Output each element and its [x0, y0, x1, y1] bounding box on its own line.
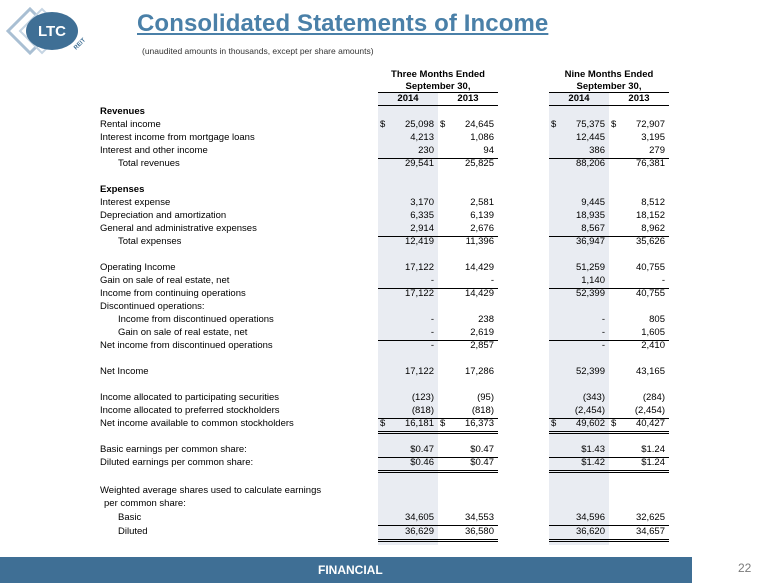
- currency-symbol: $: [380, 418, 386, 429]
- value-text: (2,454): [634, 405, 665, 416]
- table-row: [0, 314, 780, 327]
- value-cell: [609, 457, 669, 473]
- table-row: [0, 119, 780, 132]
- currency-symbol: $: [611, 119, 617, 130]
- table-row: [0, 288, 780, 301]
- value-cell: [438, 512, 498, 526]
- header-three-months: Three Months Ended: [391, 69, 485, 80]
- value-text: 2,581: [470, 197, 494, 208]
- value-cell: [378, 366, 438, 379]
- value-cell: [378, 418, 438, 434]
- value-cell: [438, 223, 498, 237]
- value-text: 34,605: [404, 512, 434, 523]
- value-text: 94: [483, 145, 494, 156]
- value-cell: [378, 132, 438, 145]
- value-cell: [549, 288, 609, 301]
- value-text: 34,596: [575, 512, 605, 523]
- value-text: 36,580: [464, 526, 494, 537]
- value-text: 17,122: [404, 262, 434, 273]
- value-text: 6,139: [470, 210, 494, 221]
- value-cell: [378, 340, 438, 353]
- row-label: Income allocated to participating securities: [100, 392, 280, 403]
- table-row: [0, 366, 780, 379]
- value-text: 32,625: [635, 512, 665, 523]
- value-cell: [438, 236, 498, 249]
- value-text: 51,259: [575, 262, 605, 273]
- value-cell: [438, 262, 498, 275]
- currency-symbol: $: [440, 418, 446, 429]
- table-row: [0, 498, 780, 511]
- value-text: 49,602: [575, 418, 605, 429]
- value-cell: [378, 158, 438, 171]
- value-text: 386: [589, 145, 605, 156]
- value-cell: [609, 132, 669, 145]
- value-cell: [549, 340, 609, 353]
- value-text: 1,140: [581, 275, 605, 286]
- value-cell: [549, 327, 609, 341]
- table-row: [0, 132, 780, 145]
- value-cell: [378, 197, 438, 210]
- value-cell: [378, 405, 438, 419]
- value-text: $0.47: [410, 444, 434, 455]
- row-label: Weighted average shares used to calculate earnings: [100, 485, 322, 496]
- value-text: 9,445: [581, 197, 605, 208]
- value-cell: [609, 275, 669, 289]
- value-text: 25,098: [404, 119, 434, 130]
- currency-symbol: $: [611, 418, 617, 429]
- value-cell: [438, 158, 498, 171]
- header-three-months-date: September 30,: [378, 81, 498, 93]
- value-text: 24,645: [464, 119, 494, 130]
- table-row: [0, 340, 780, 353]
- table-row: [0, 262, 780, 275]
- value-text: 2,857: [470, 340, 494, 351]
- value-text: $0.46: [410, 457, 434, 468]
- row-label: Net income available to common stockholders: [100, 418, 294, 429]
- logo-text: LTC: [37, 23, 67, 40]
- table-row: [0, 106, 780, 119]
- value-cell: [609, 314, 669, 327]
- value-cell: [378, 457, 438, 473]
- value-cell: [378, 119, 438, 132]
- row-label: Total revenues: [118, 158, 180, 169]
- value-cell: [609, 405, 669, 419]
- table-row: [0, 457, 780, 470]
- value-cell: [609, 262, 669, 275]
- value-text: (284): [642, 392, 665, 403]
- value-cell: [438, 526, 498, 542]
- value-text: 805: [649, 314, 665, 325]
- table-row: [0, 158, 780, 171]
- row-label: Rental income: [100, 119, 161, 130]
- value-text: 1,605: [641, 327, 665, 338]
- value-text: -: [430, 340, 434, 351]
- value-cell: [378, 210, 438, 223]
- value-text: 2,410: [641, 340, 665, 351]
- value-cell: [609, 512, 669, 526]
- value-cell: [378, 327, 438, 341]
- value-cell: [438, 405, 498, 419]
- row-label: Diluted: [118, 526, 148, 537]
- value-text: 12,419: [404, 236, 434, 247]
- value-text: 3,170: [410, 197, 434, 208]
- value-cell: [438, 314, 498, 327]
- value-cell: [438, 340, 498, 353]
- value-cell: [378, 288, 438, 301]
- value-cell: [609, 197, 669, 210]
- row-label: Revenues: [100, 106, 145, 117]
- value-cell: [438, 418, 498, 434]
- value-text: 2,676: [470, 223, 494, 234]
- value-text: 2,914: [410, 223, 434, 234]
- value-cell: [549, 262, 609, 275]
- value-cell: [438, 132, 498, 145]
- footer-bar: [0, 557, 692, 583]
- value-text: 40,427: [635, 418, 665, 429]
- value-text: 43,165: [635, 366, 665, 377]
- value-cell: [438, 275, 498, 289]
- value-text: 17,122: [404, 366, 434, 377]
- value-cell: [438, 288, 498, 301]
- value-cell: [609, 366, 669, 379]
- value-text: 34,657: [635, 526, 665, 537]
- row-label: per common share:: [104, 498, 186, 509]
- value-cell: [378, 275, 438, 289]
- row-label: Operating Income: [100, 262, 176, 273]
- value-cell: [549, 418, 609, 434]
- year-header: 2014: [397, 93, 419, 104]
- value-text: 4,213: [410, 132, 434, 143]
- value-text: 18,152: [635, 210, 665, 221]
- row-label: Income allocated to preferred stockholders: [100, 405, 280, 416]
- table-row: [0, 275, 780, 288]
- value-text: 35,626: [635, 236, 665, 247]
- row-label: Income from discontinued operations: [118, 314, 274, 325]
- value-text: 230: [418, 145, 434, 156]
- value-text: (123): [411, 392, 434, 403]
- value-cell: [609, 392, 669, 405]
- table-row: [0, 485, 780, 498]
- row-label: Discontinued operations:: [100, 301, 205, 312]
- value-text: -: [490, 275, 494, 286]
- value-cell: [549, 526, 609, 542]
- value-cell: [609, 145, 669, 159]
- value-text: 52,399: [575, 366, 605, 377]
- value-cell: [438, 210, 498, 223]
- value-text: 238: [478, 314, 494, 325]
- value-text: $0.47: [470, 444, 494, 455]
- value-cell: [609, 418, 669, 434]
- page-subtitle: (unaudited amounts in thousands, except per share amounts): [142, 46, 374, 56]
- table-row: [0, 405, 780, 418]
- value-text: $0.47: [470, 457, 494, 468]
- value-text: 18,935: [575, 210, 605, 221]
- row-label: Interest and other income: [100, 145, 208, 156]
- value-cell: [549, 512, 609, 526]
- value-cell: [549, 366, 609, 379]
- value-text: -: [430, 314, 434, 325]
- value-cell: [549, 275, 609, 289]
- value-text: (818): [471, 405, 494, 416]
- row-label: Total expenses: [118, 236, 182, 247]
- value-cell: [609, 327, 669, 341]
- value-text: 52,399: [575, 288, 605, 299]
- value-text: $1.42: [581, 457, 605, 468]
- value-cell: [549, 457, 609, 473]
- row-label: Diluted earnings per common share:: [100, 457, 254, 468]
- value-cell: [549, 392, 609, 405]
- table-row: [0, 236, 780, 249]
- table-row: [0, 223, 780, 236]
- value-text: 8,512: [641, 197, 665, 208]
- value-text: 11,396: [465, 236, 494, 247]
- value-cell: [549, 145, 609, 159]
- value-cell: [378, 444, 438, 458]
- value-text: 17,286: [464, 366, 494, 377]
- value-cell: [549, 158, 609, 171]
- value-text: 17,122: [404, 288, 434, 299]
- value-text: 76,381: [635, 158, 665, 169]
- row-label: Interest expense: [100, 197, 171, 208]
- value-text: 25,825: [464, 158, 494, 169]
- value-text: $1.24: [641, 457, 665, 468]
- value-cell: [549, 210, 609, 223]
- value-text: 6,335: [410, 210, 434, 221]
- value-cell: [378, 223, 438, 237]
- value-cell: [549, 197, 609, 210]
- value-text: 16,373: [464, 418, 494, 429]
- value-cell: [609, 288, 669, 301]
- header-nine-months: Nine Months Ended: [564, 69, 654, 80]
- row-label: Net Income: [100, 366, 149, 377]
- header-nine-months-date: September 30,: [549, 81, 669, 93]
- year-header: 2013: [628, 93, 650, 104]
- value-text: $1.24: [641, 444, 665, 455]
- row-label: Gain on sale of real estate, net: [118, 327, 248, 338]
- value-cell: [609, 158, 669, 171]
- value-text: 36,629: [404, 526, 434, 537]
- value-cell: [549, 236, 609, 249]
- value-text: 12,445: [575, 132, 605, 143]
- value-text: 29,541: [404, 158, 434, 169]
- logo-subtext: REIT: [73, 37, 88, 52]
- value-text: (818): [411, 405, 434, 416]
- value-text: $1.43: [581, 444, 605, 455]
- currency-symbol: $: [551, 418, 557, 429]
- value-text: (2,454): [574, 405, 605, 416]
- value-cell: [378, 526, 438, 542]
- value-text: 72,907: [635, 119, 665, 130]
- value-text: 88,206: [575, 158, 605, 169]
- value-cell: [549, 223, 609, 237]
- value-text: -: [601, 327, 605, 338]
- value-text: -: [430, 327, 434, 338]
- value-cell: [549, 119, 609, 132]
- value-cell: [609, 526, 669, 542]
- value-cell: [609, 444, 669, 458]
- value-cell: [609, 340, 669, 353]
- row-label: Gain on sale of real estate, net: [100, 275, 230, 286]
- footer-label: FINANCIAL: [318, 563, 383, 577]
- ltc-reit-logo: [6, 6, 98, 56]
- row-label: Basic: [118, 512, 142, 523]
- value-cell: [378, 236, 438, 249]
- value-text: -: [430, 275, 434, 286]
- value-text: 40,755: [635, 262, 665, 273]
- value-text: 279: [649, 145, 665, 156]
- value-text: 8,962: [641, 223, 665, 234]
- value-cell: [438, 392, 498, 405]
- value-text: -: [601, 314, 605, 325]
- value-cell: [438, 197, 498, 210]
- page-title: Consolidated Statements of Income: [137, 10, 549, 37]
- value-cell: [378, 145, 438, 159]
- value-cell: [438, 366, 498, 379]
- value-text: 14,429: [464, 262, 494, 273]
- row-label: General and administrative expenses: [100, 223, 257, 234]
- value-cell: [378, 512, 438, 526]
- value-text: (95): [477, 392, 494, 403]
- table-row: [0, 444, 780, 457]
- table-row: [0, 418, 780, 431]
- value-cell: [438, 444, 498, 458]
- value-cell: [609, 223, 669, 237]
- value-text: 3,195: [641, 132, 665, 143]
- value-text: 14,429: [464, 288, 494, 299]
- currency-symbol: $: [380, 119, 386, 130]
- currency-symbol: $: [440, 119, 446, 130]
- value-cell: [438, 327, 498, 341]
- value-text: -: [661, 275, 665, 286]
- value-text: 36,620: [575, 526, 605, 537]
- table-row: [0, 301, 780, 314]
- table-row: [0, 512, 780, 525]
- value-text: 2,619: [470, 327, 494, 338]
- table-row: [0, 327, 780, 340]
- value-text: (343): [582, 392, 605, 403]
- value-text: 34,553: [464, 512, 494, 523]
- year-header: 2014: [568, 93, 590, 104]
- value-text: 1,086: [470, 132, 494, 143]
- value-cell: [609, 210, 669, 223]
- value-text: 40,755: [635, 288, 665, 299]
- value-text: 8,567: [581, 223, 605, 234]
- value-cell: [609, 119, 669, 132]
- value-cell: [378, 262, 438, 275]
- value-cell: [438, 119, 498, 132]
- year-header: 2013: [457, 93, 479, 104]
- row-label: Income from continuing operations: [100, 288, 246, 299]
- table-row: [0, 526, 780, 539]
- row-label: Depreciation and amortization: [100, 210, 227, 221]
- table-row: [0, 184, 780, 197]
- value-cell: [438, 145, 498, 159]
- row-label: Basic earnings per common share:: [100, 444, 247, 455]
- value-cell: [378, 392, 438, 405]
- value-text: -: [601, 340, 605, 351]
- value-cell: [378, 314, 438, 327]
- currency-symbol: $: [551, 119, 557, 130]
- value-cell: [549, 314, 609, 327]
- table-row: [0, 210, 780, 223]
- value-cell: [549, 132, 609, 145]
- value-cell: [549, 405, 609, 419]
- value-text: 16,181: [404, 418, 434, 429]
- value-text: 75,375: [575, 119, 605, 130]
- row-label: Expenses: [100, 184, 145, 195]
- table-row: [0, 145, 780, 158]
- value-cell: [609, 236, 669, 249]
- table-row: [0, 197, 780, 210]
- row-label: Interest income from mortgage loans: [100, 132, 255, 143]
- page-number: 22: [738, 561, 752, 575]
- row-label: Net income from discontinued operations: [100, 340, 273, 351]
- table-row: [0, 392, 780, 405]
- value-cell: [438, 457, 498, 473]
- value-cell: [549, 444, 609, 458]
- value-text: 36,947: [575, 236, 605, 247]
